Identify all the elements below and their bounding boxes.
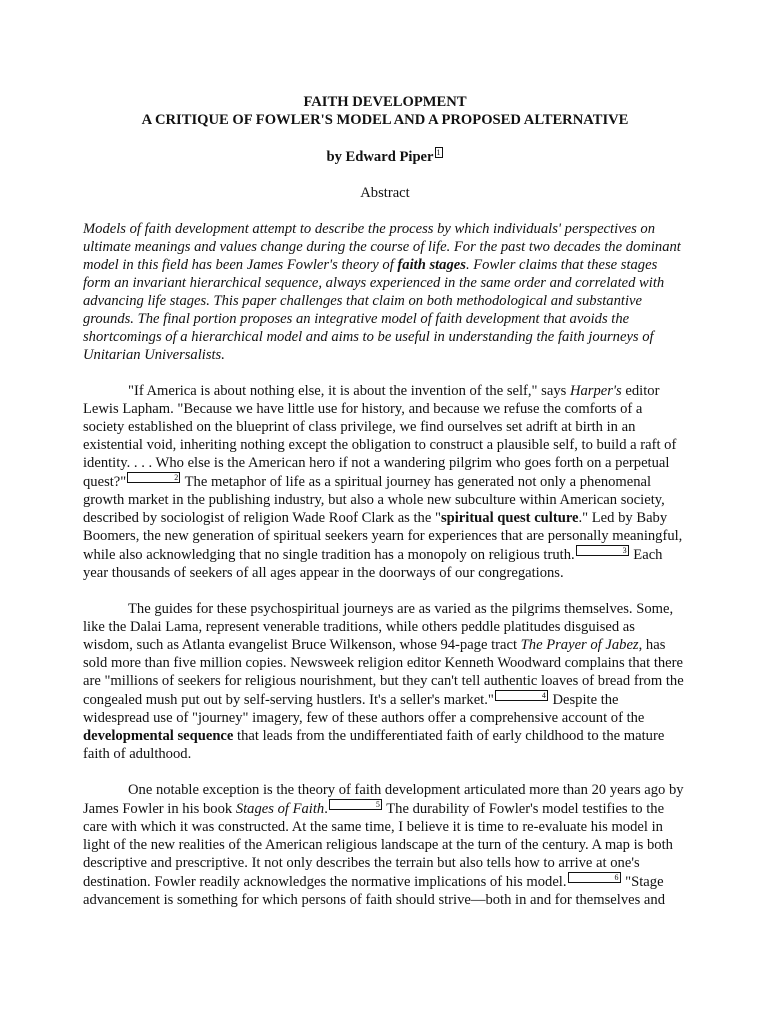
abstract-term-faith-stages: faith stages (397, 257, 466, 273)
footnote-marker[interactable]: 3 (576, 545, 629, 556)
para3-italic-title: Stages of Faith (235, 801, 325, 817)
para3-text-4: "Stage advancement is something for which persons of faith should strive—both in and for themselves and (83, 874, 666, 908)
abstract-heading: Abstract (360, 185, 410, 201)
para3-text-2: . (324, 801, 328, 817)
para1-italic-harpers: Harper's (569, 383, 622, 399)
footnote-marker[interactable]: 2 (127, 472, 180, 483)
author-name: by Edward Piper (326, 149, 434, 165)
footnote-marker[interactable]: 4 (495, 690, 548, 701)
para1-text-2: editor Lewis Lapham. "Because we have little use for history, and because we refuse the comforts of a society established on the blueprint of class privilege, we find ourselves set adrift at birth in an existential void, inheriting nothing except the obligation to construct a plausible self, to build a raft of identity. . . . Who else is the American hero if not a wandering pilgrim who goes forth on a perpetual quest?" (83, 383, 677, 490)
para3-text-3: The durability of Fowler's model testifies to the care with which it was constructed. At the same time, I believe it is time to re-evaluate his model in light of the new realities of the American religious landscape at the turn of the century. A map is both descriptive and prescriptive. It not only describes the terrain but also tells how to arrive at one's destination. Fowler readily acknowledges the normative implications of his model. (83, 801, 673, 890)
paragraph-1 (83, 382, 687, 582)
footnote-marker[interactable]: 1 (436, 148, 441, 157)
para2-text-4: that leads from the undifferentiated faith of early childhood to the mature faith of adulthood. (83, 728, 665, 762)
para1-text-5: Each year thousands of seekers of all ages appear in the doorways of our congregations. (83, 547, 663, 581)
para2-text-2: , has sold more than five million copies. Newsweek religion editor Kenneth Woodward complains that there are "millions of seekers for religious nourishment, but they can't tell authentic loaves of bread from the congealed mush put out by self-serving hustlers. It's a seller's market." (83, 637, 684, 708)
title-line-2: A CRITIQUE OF FOWLER'S MODEL AND A PROPOSED ALTERNATIVE (141, 112, 629, 128)
para2-italic-title: The Prayer of Jabez (520, 637, 639, 653)
para1-text-1: "If America is about nothing else, it is about the invention of the self," says (128, 383, 570, 399)
paper-title (83, 93, 687, 129)
paragraph-3 (83, 781, 687, 909)
abstract-part-2: . Fowler claims that these stages form an invariant hierarchical sequence, always experienced in the same order and correlated with advancing life stages. This paper challenges that claim on both methodological and substantive grounds. The final portion proposes an integrative model of faith development that avoids the shortcomings of a hierarchical model and aims to be useful in understanding the faith journeys of Unitarian Universalists. (83, 257, 665, 363)
document-page (83, 93, 687, 909)
title-line-1: FAITH DEVELOPMENT (303, 94, 467, 110)
paragraph-2 (83, 600, 687, 763)
author-byline (83, 147, 687, 166)
para2-text-1: The guides for these psychospiritual journeys are as varied as the pilgrims themselves. Some, like the Dalai Lama, represent venerable traditions, while others peddle platitudes disguised as wisdom, such as Atlanta evangelist Bruce Wilkenson, whose 94-page tract (83, 601, 674, 653)
footnote-marker[interactable]: 5 (329, 799, 382, 810)
para3-text-1: One notable exception is the theory of faith development articulated more than 20 years ago by James Fowler in his book (83, 782, 684, 817)
footnote-marker[interactable]: 6 (568, 872, 621, 883)
abstract-part-1: Models of faith development attempt to describe the process by which individuals' perspectives on ultimate meanings and values change during the course of life. For the past two decades the dominant model in this field has been James Fowler's theory of (83, 221, 681, 273)
abstract-text (83, 220, 687, 364)
para2-bold-term: developmental sequence (83, 728, 234, 744)
para1-text-4: ." Led by Baby Boomers, the new generation of spiritual seekers yearn for experiences that are personally meaningful, while also acknowledging that no single tradition has a monopoly on religious truth. (83, 510, 683, 563)
para1-bold-term: spiritual quest culture (440, 510, 579, 526)
para2-text-3: Despite the widespread use of "journey" imagery, few of these authors offer a comprehensive account of the (83, 692, 645, 726)
para1-text-3: The metaphor of life as a spiritual journey has generated not only a phenomenal growth market in the publishing industry, but also a whole new subculture within American society, described by sociologist of religion Wade Roof Clark as the " (83, 474, 665, 526)
